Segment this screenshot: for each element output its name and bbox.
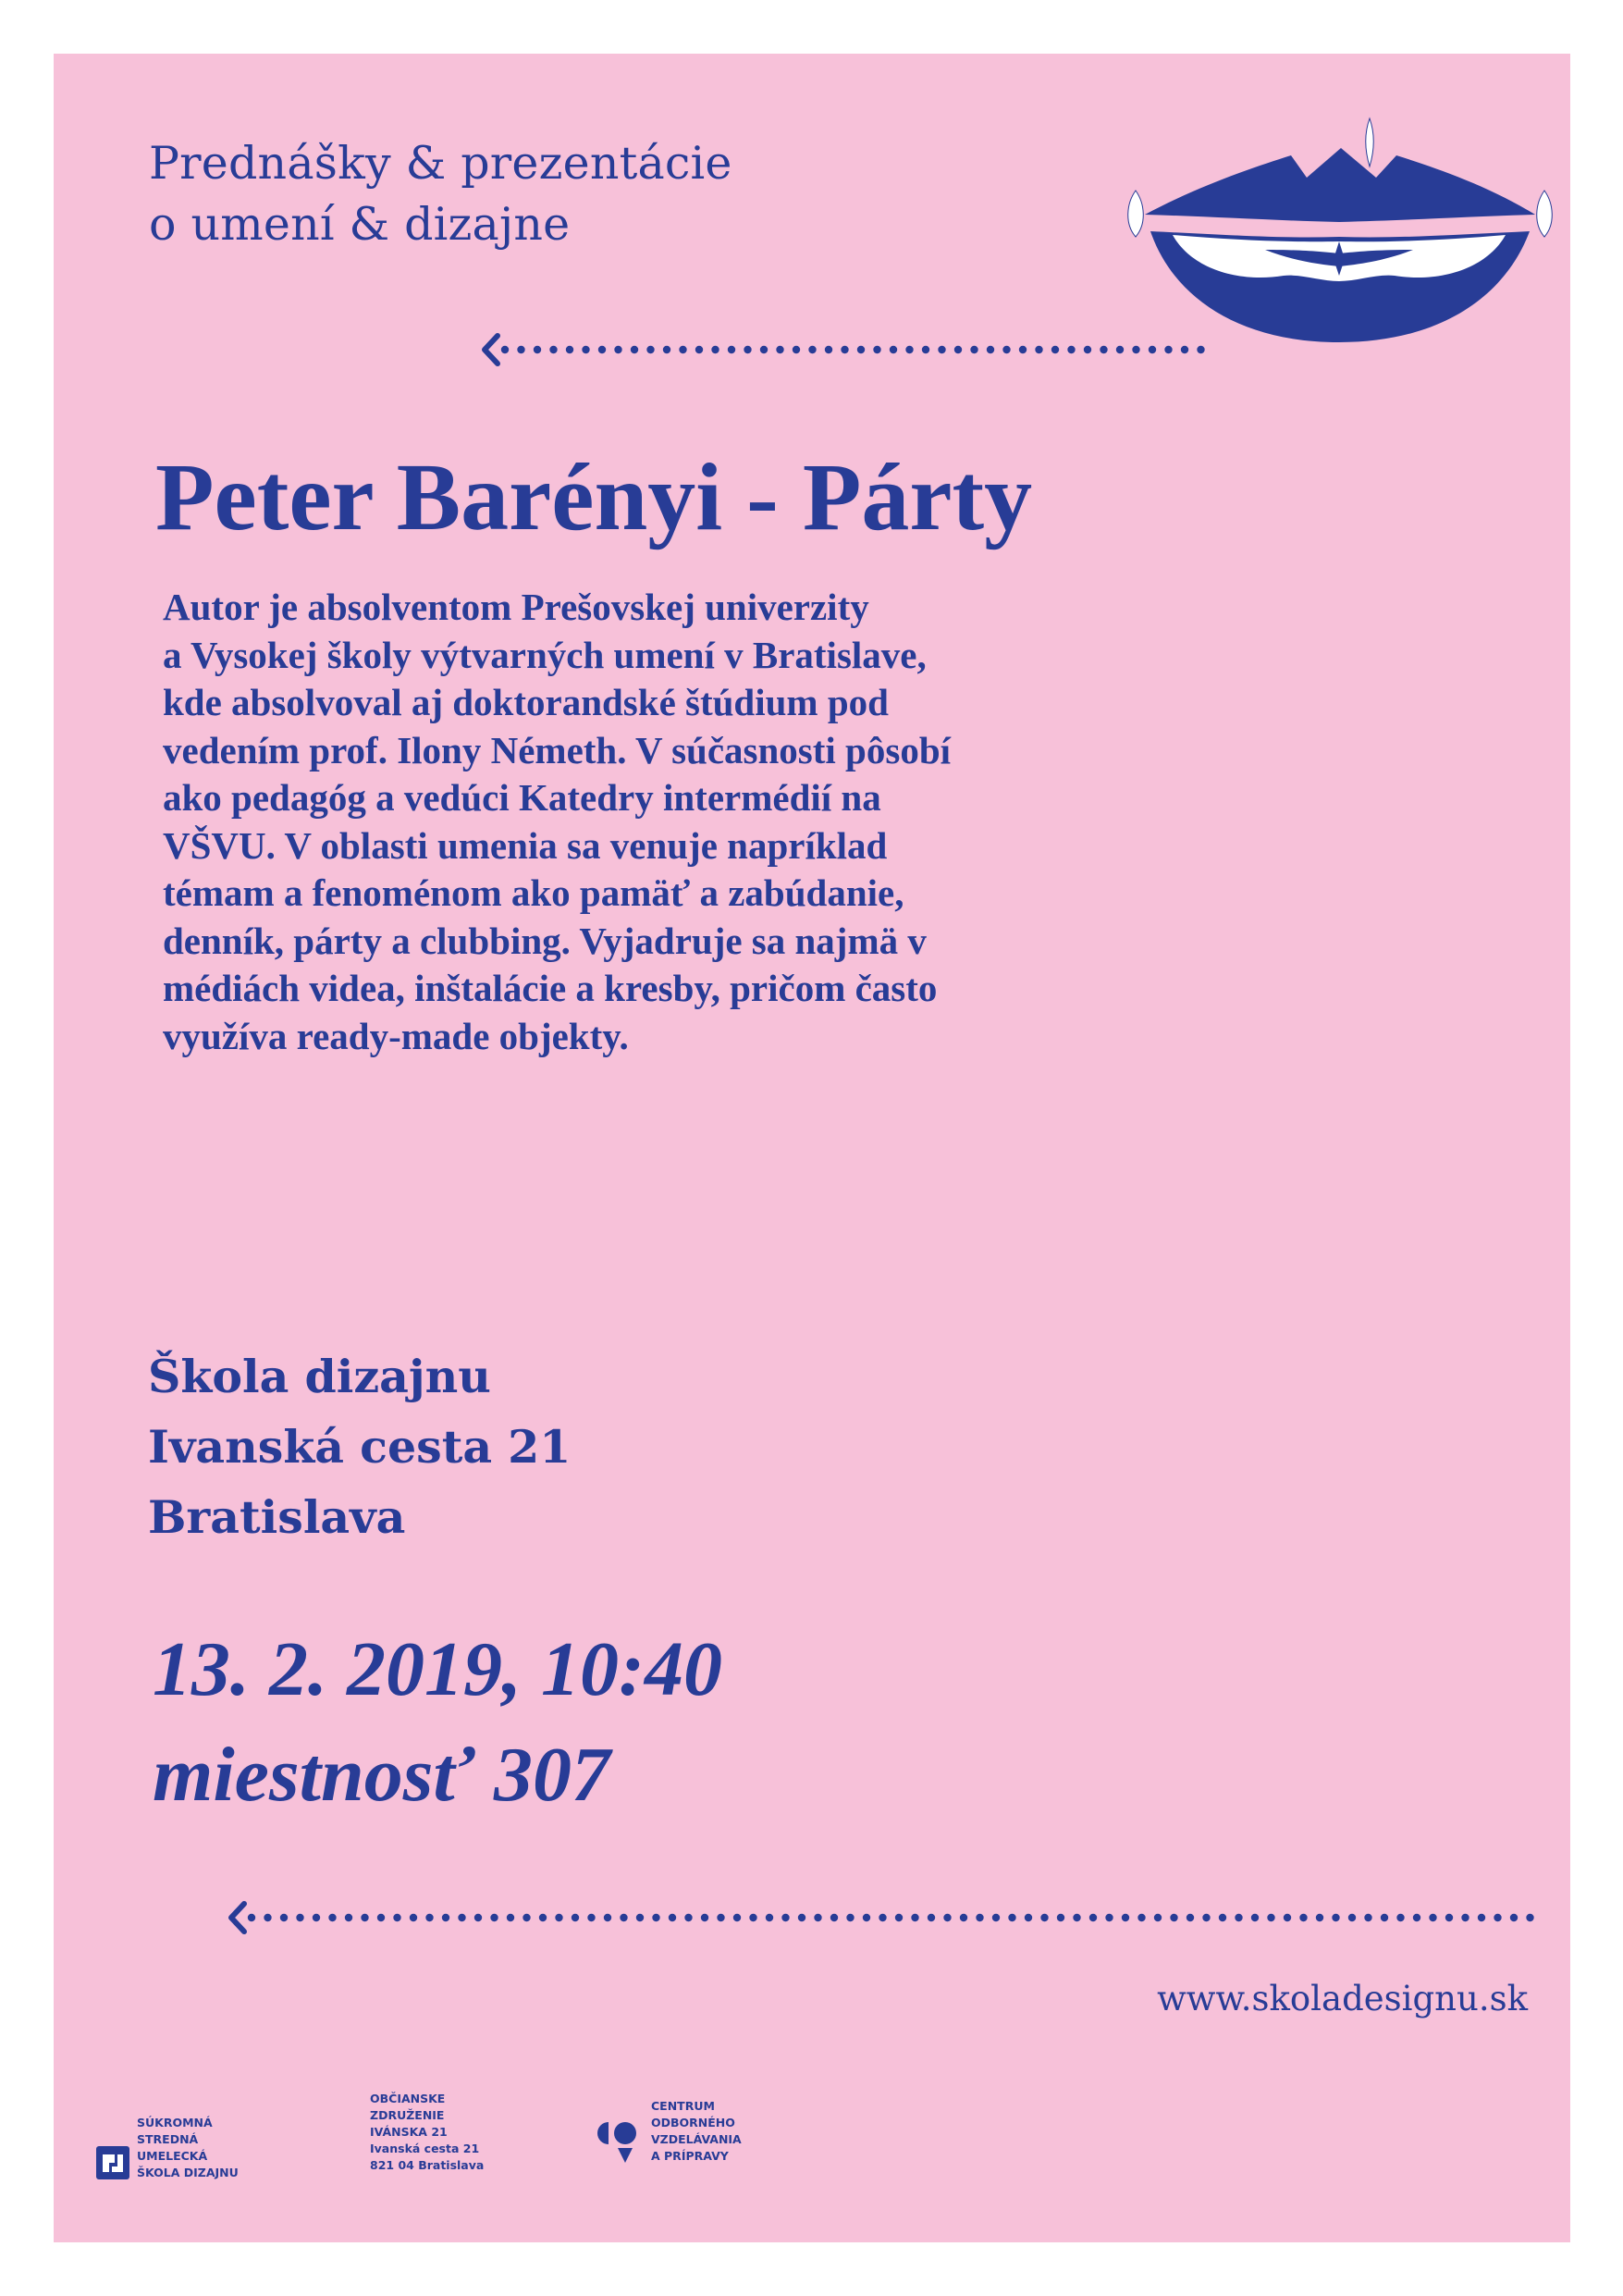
arrow-dot: [345, 1914, 352, 1921]
arrow-dot: [1089, 1914, 1097, 1921]
arrow-dot: [992, 1914, 1000, 1921]
arrow-dot: [549, 346, 557, 353]
arrow-dot: [1019, 346, 1027, 353]
arrow-dot: [760, 346, 768, 353]
description-line: kde absolvoval aj doktorandské štúdium pod: [163, 681, 889, 723]
arrow-dot: [960, 1914, 967, 1921]
logo-line: 821 04 Bratislava: [370, 2158, 485, 2172]
arrow-dot: [1461, 1914, 1469, 1921]
arrow-dot: [890, 346, 897, 353]
arrow-dot: [1219, 1914, 1226, 1921]
arrow-dot: [1154, 1914, 1162, 1921]
arrow-dot: [523, 1914, 530, 1921]
arrow-dot: [1364, 1914, 1371, 1921]
school-logo-icon: [96, 2146, 129, 2179]
arrow-dot: [652, 1914, 659, 1921]
arrow-dot: [733, 1914, 741, 1921]
arrow-dot: [911, 1914, 918, 1921]
arrow-dot: [1100, 346, 1107, 353]
arrow-dot: [1348, 1914, 1356, 1921]
arrow-dot: [313, 1914, 320, 1921]
series-title: [149, 133, 732, 255]
series-title-line-2: o umení & dizajne: [149, 198, 571, 251]
arrow-dot: [1057, 1914, 1064, 1921]
arrow-dot: [1381, 1914, 1388, 1921]
venue-street: Ivanská cesta 21: [148, 1420, 572, 1474]
arrow-dot: [922, 346, 929, 353]
arrow-dot: [582, 346, 589, 353]
event-room: miestnosť 307: [153, 1732, 611, 1818]
description-line: médiách videa, inštalácie a kresby, pričom často: [163, 967, 938, 1009]
arrow-dot: [1181, 346, 1188, 353]
arrow-dot: [928, 1914, 935, 1921]
arrow-dot: [587, 1914, 595, 1921]
arrow-dot: [377, 1914, 385, 1921]
arrow-dot: [1299, 1914, 1307, 1921]
arrow-dot: [1429, 1914, 1436, 1921]
arrow-dot: [1526, 1914, 1533, 1921]
arrow-dot: [1396, 1914, 1404, 1921]
arrow-dot: [749, 1914, 756, 1921]
arrow-dot: [1073, 1914, 1080, 1921]
arrow-dot: [879, 1914, 886, 1921]
arrow-dot: [572, 1914, 579, 1921]
description-line: Autor je absolventom Prešovskej univerzity: [163, 586, 869, 628]
arrow-dot: [717, 1914, 724, 1921]
description-line: denník, párty a clubbing. Vyjadruje sa najmä v: [163, 919, 927, 962]
arrow-dot: [679, 346, 686, 353]
arrow-dot: [814, 1914, 821, 1921]
arrow-dot: [905, 346, 913, 353]
arrow-dot: [458, 1914, 465, 1921]
arrow-dot: [825, 346, 832, 353]
arrow-dot: [361, 1914, 368, 1921]
arrow-dot: [501, 346, 509, 353]
arrow-dot: [1235, 1914, 1242, 1921]
arrow-dot: [1494, 1914, 1501, 1921]
arrow-dot: [410, 1914, 417, 1921]
arrow-dot: [264, 1914, 271, 1921]
arrow-dot: [954, 346, 962, 353]
arrow-dot: [534, 346, 541, 353]
arrow-dot: [766, 1914, 773, 1921]
arrow-dot: [728, 346, 735, 353]
arrow-dot: [1267, 1914, 1274, 1921]
arrow-dot: [793, 346, 800, 353]
arrow-dot: [711, 346, 719, 353]
arrow-dot: [393, 1914, 400, 1921]
arrow-head: [485, 336, 498, 364]
logo-line: ODBORNÉHO: [651, 2116, 735, 2129]
arrow-dot: [781, 1914, 789, 1921]
arrow-dot: [1187, 1914, 1194, 1921]
description-line: ako pedagóg a vedúci Katedry intermédií na: [163, 776, 881, 819]
logo-line: A PRÍPRAVY: [651, 2149, 729, 2163]
footer-logo-association: [370, 2091, 484, 2174]
arrow-dot: [280, 1914, 288, 1921]
arrow-dot: [425, 1914, 433, 1921]
arrow-dot: [776, 346, 783, 353]
venue-city: Bratislava: [148, 1490, 406, 1544]
arrow-dot: [1025, 1914, 1032, 1921]
arrow-dot: [863, 1914, 870, 1921]
arrow-dot: [970, 346, 977, 353]
centre-logo-text: [651, 2098, 742, 2165]
arrow-dot: [636, 1914, 644, 1921]
website-link[interactable]: www.skoladesignu.sk: [1157, 1979, 1528, 2018]
arrow-dot: [598, 346, 606, 353]
logo-line: ZDRUŽENIE: [370, 2108, 445, 2122]
arrow-dot: [841, 346, 848, 353]
arrow-dot: [1122, 1914, 1129, 1921]
logo-line: VZDELÁVANIA: [651, 2132, 742, 2146]
centre-logo-icon: [590, 2117, 642, 2168]
arrow-dot: [1035, 346, 1042, 353]
arrow-dot: [614, 346, 621, 353]
arrow-dot: [620, 1914, 627, 1921]
arrow-dot: [663, 346, 670, 353]
event-datetime: 13. 2. 2019, 10:40: [153, 1626, 722, 1712]
arrow-dot: [1316, 1914, 1323, 1921]
arrow-dot: [1137, 1914, 1145, 1921]
arrow-dot: [328, 1914, 336, 1921]
arrow-dot: [695, 346, 703, 353]
venue-name: Škola dizajnu: [148, 1350, 491, 1403]
logo-line: STREDNÁ: [137, 2132, 199, 2146]
arrow-dot: [1149, 346, 1156, 353]
arrow-head: [231, 1904, 244, 1932]
description-line: VŠVU. V oblasti umenia sa venuje napríklad: [163, 823, 888, 867]
arrow-dot: [1202, 1914, 1210, 1921]
description-line: využíva ready-made objekty.: [163, 1014, 629, 1057]
arrow-dot: [474, 1914, 482, 1921]
event-title: Peter Barényi - Párty: [155, 444, 1033, 550]
arrow-dot: [1116, 346, 1124, 353]
arrow-dot: [1413, 1914, 1420, 1921]
school-logo-text: [137, 2115, 239, 2181]
arrow-dot: [1170, 1914, 1177, 1921]
arrow-dot: [938, 346, 945, 353]
event-when: [153, 1617, 722, 1828]
arrow-dot: [490, 1914, 498, 1921]
arrow-dot: [1332, 1914, 1339, 1921]
dotted-arrow-left: [479, 327, 1210, 373]
arrow-dot: [669, 1914, 676, 1921]
arrow-dot: [1051, 346, 1059, 353]
arrow-dot: [857, 346, 865, 353]
arrow-dot: [555, 1914, 562, 1921]
arrow-dot: [798, 1914, 805, 1921]
arrow-dot: [808, 346, 816, 353]
logo-line: UMELECKÁ: [137, 2149, 208, 2163]
arrow-dot: [846, 1914, 854, 1921]
description-line: a Vysokej školy výtvarných umení v Bratislave,: [163, 633, 927, 676]
arrow-dot: [1197, 346, 1204, 353]
arrow-dot: [296, 1914, 303, 1921]
arrow-dot: [895, 1914, 903, 1921]
arrow-dot: [1251, 1914, 1259, 1921]
description-line: témam a fenoménom ako pamäť a zabúdanie,: [163, 871, 904, 914]
dotted-arrow-left: [226, 1895, 1539, 1941]
arrow-dot: [1067, 346, 1075, 353]
arrow-dot: [566, 346, 573, 353]
arrow-dot: [1040, 1914, 1048, 1921]
arrow-dot: [1164, 346, 1172, 353]
arrow-dot: [744, 346, 751, 353]
arrow-dot: [1478, 1914, 1485, 1921]
arrow-dot: [1008, 1914, 1015, 1921]
series-title-line-1: Prednášky & prezentácie: [149, 137, 732, 190]
arrow-dot: [976, 1914, 983, 1921]
poster: [54, 54, 1570, 2242]
arrow-dot: [631, 346, 638, 353]
logo-line: ŠKOLA DIZAJNU: [137, 2166, 239, 2179]
arrow-dot: [1084, 346, 1091, 353]
arrow-dot: [987, 346, 994, 353]
arrow-dot: [1445, 1914, 1453, 1921]
arrow-dot: [646, 346, 654, 353]
arrow-dot: [442, 1914, 449, 1921]
logo-line: Ivanská cesta 21: [370, 2142, 480, 2155]
logo-line: OBČIANSKE: [370, 2092, 446, 2105]
arrow-dot: [1002, 346, 1010, 353]
arrow-dot: [1510, 1914, 1518, 1921]
arrow-dot: [507, 1914, 514, 1921]
arrow-dot: [1132, 346, 1139, 353]
arrow-dot: [517, 346, 524, 353]
arrow-dot: [248, 1914, 255, 1921]
arrow-dot: [1284, 1914, 1291, 1921]
description-line: vedením prof. Ilony Németh. V súčasnosti pôsobí: [163, 728, 952, 772]
logo-line: SÚKROMNÁ: [137, 2116, 213, 2129]
logo-line: CENTRUM: [651, 2099, 715, 2113]
arrow-dot: [1105, 1914, 1113, 1921]
venue: [148, 1341, 571, 1552]
arrow-dot: [873, 346, 880, 353]
arrow-dot: [539, 1914, 547, 1921]
arrow-dot: [604, 1914, 611, 1921]
logo-line: IVÁNSKA 21: [370, 2125, 448, 2139]
description: [163, 584, 1180, 1060]
arrow-dot: [943, 1914, 951, 1921]
arrow-dot: [701, 1914, 708, 1921]
arrow-dot: [830, 1914, 838, 1921]
arrow-dot: [684, 1914, 692, 1921]
